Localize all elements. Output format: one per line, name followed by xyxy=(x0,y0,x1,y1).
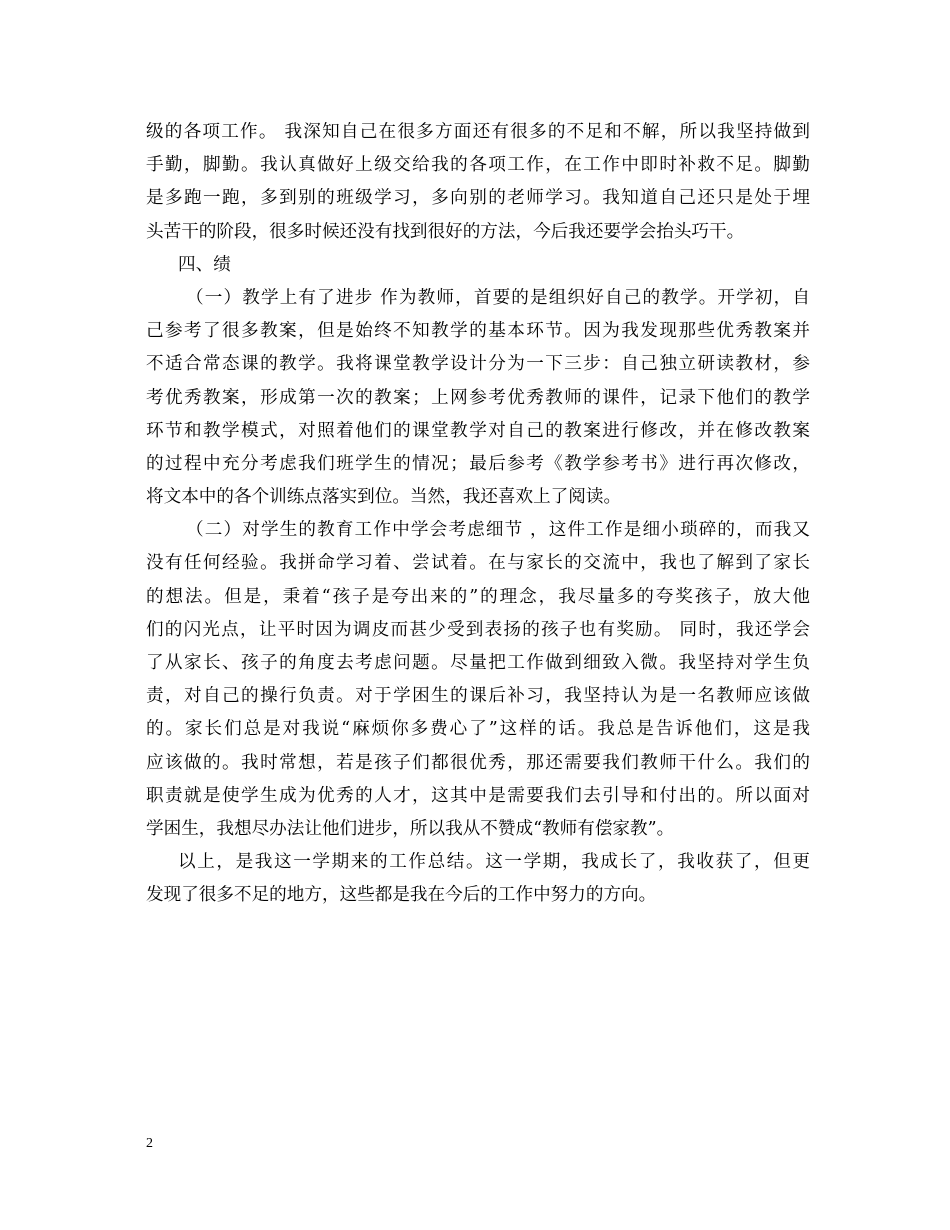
section-heading: 四、绩 xyxy=(178,254,231,275)
paragraph-line: （二）对学生的教育工作中学会考虑细节 ，这件工作是细小琐碎的，而我又 xyxy=(186,520,810,541)
paragraph-line: 发现了很多不足的地方，这些都是我在今后的工作中努力的方向。 xyxy=(146,885,657,906)
paragraph-line: 的过程中充分考虑我们班学生的情况；最后参考《教学参考书》进行再次修改， xyxy=(146,453,810,474)
paragraph-line: 的。家长们总是对我说“麻烦你多费心了”这样的话。我总是告诉他们，这是我 xyxy=(146,719,810,740)
document-body xyxy=(146,116,810,913)
paragraph-line: 责，对自己的操行负责。对于学困生的课后补习，我坚持认为是一名教师应该做 xyxy=(146,686,810,707)
paragraph-line: 级的各项工作。 我深知自己在很多方面还有很多的不足和不解，所以我坚持做到 xyxy=(146,122,810,142)
paragraph-line: 学困生，我想尽办法让他们进步，所以我从不赞成“教师有偿家教”。 xyxy=(146,818,675,839)
paragraph-line: 们的闪光点，让平时因为调皮而甚少受到表扬的孩子也有奖励。 同时，我还学会 xyxy=(146,619,810,640)
paragraph-line: 己参考了很多教案，但是始终不知教学的基本环节。因为我发现那些优秀教案并 xyxy=(146,321,810,342)
paragraph-line: 没有任何经验。我拼命学习着、尝试着。在与家长的交流中，我也了解到了家长 xyxy=(146,553,810,574)
paragraph-line: （一）教学上有了进步 作为教师，首要的是组织好自己的教学。开学初，自 xyxy=(186,287,810,308)
paragraph-line: 考优秀教案，形成第一次的教案；上网参考优秀教师的课件，记录下他们的教学 xyxy=(146,387,810,408)
paragraph-line: 应该做的。我时常想，若是孩子们都很优秀，那还需要我们教师干什么。我们的 xyxy=(146,752,810,773)
paragraph-line: 将文本中的各个训练点落实到位。当然，我还喜欢上了阅读。 xyxy=(146,487,622,508)
paragraph-line: 职责就是使学生成为优秀的人才，这其中是需要我们去引导和付出的。所以面对 xyxy=(146,785,810,806)
paragraph-line: 的想法。但是，秉着“孩子是夸出来的”的理念，我尽量多的夸奖孩子，放大他 xyxy=(146,586,810,607)
paragraph-line: 不适合常态课的教学。我将课堂教学设计分为一下三步：自己独立研读教材，参 xyxy=(146,354,810,375)
page-number: 2 xyxy=(146,1136,153,1151)
paragraph-line: 环节和教学模式，对照着他们的课堂教学对自己的教案进行修改，并在修改教案 xyxy=(146,420,810,441)
paragraph-line: 头苦干的阶段，很多时候还没有找到很好的方法，今后我还要学会抬头巧干。 xyxy=(146,221,745,242)
paragraph-line: 以上，是我这一学期来的工作总结。这一学期，我成长了，我收获了，但更 xyxy=(178,852,810,873)
paragraph-line: 了从家长、孩子的角度去考虑问题。尽量把工作做到细致入微。我坚持对学生负 xyxy=(146,653,810,673)
paragraph-line: 是多跑一跑，多到别的班级学习，多向别的老师学习。我知道自己还只是处于埋 xyxy=(146,188,810,209)
paragraph-line: 手勤，脚勤。我认真做好上级交给我的各项工作，在工作中即时补救不足。脚勤 xyxy=(146,155,810,176)
